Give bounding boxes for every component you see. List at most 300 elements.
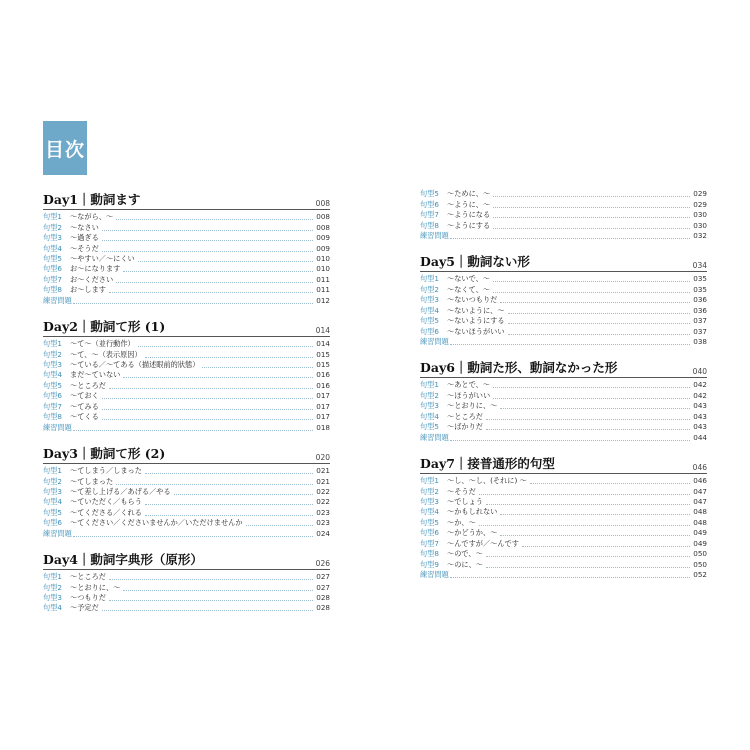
- dot-leader: [493, 202, 690, 208]
- entry-text: ～とおりに、～: [447, 401, 498, 411]
- entry-text: ～とおりに、～: [70, 582, 121, 592]
- entry-label: 練習問題: [420, 337, 449, 347]
- dot-leader: [102, 393, 314, 399]
- dot-leader: [116, 479, 313, 485]
- entry-text: まだ～ていない: [70, 370, 121, 380]
- dot-leader: [109, 595, 313, 601]
- toc-entry[interactable]: [420, 412, 707, 422]
- entry-text: ～ようにする: [447, 220, 491, 230]
- entry-label: 句型3: [420, 401, 439, 411]
- entry-page-number: 017: [316, 401, 330, 411]
- section-page-number: 014: [315, 325, 330, 335]
- toc-section: [43, 551, 330, 614]
- dot-leader: [508, 329, 691, 335]
- entry-page-number: 009: [316, 233, 330, 243]
- entry-page-number: 043: [693, 401, 707, 411]
- entry-label: 練習問題: [420, 570, 449, 580]
- dot-leader: [123, 266, 313, 272]
- section-header[interactable]: [420, 455, 707, 474]
- toc-section: [43, 191, 330, 306]
- entry-page-number: 037: [693, 316, 707, 326]
- dot-leader: [246, 520, 314, 526]
- dot-leader: [123, 585, 313, 591]
- entry-label: 練習問題: [420, 432, 449, 442]
- toc-entry[interactable]: [420, 507, 707, 517]
- toc-entry[interactable]: [420, 326, 707, 336]
- entry-text: ～かどうか、～: [447, 528, 498, 538]
- dot-leader: [109, 574, 313, 580]
- toc-entry[interactable]: [420, 199, 707, 209]
- entry-label: 句型9: [420, 559, 439, 569]
- dot-leader: [145, 499, 313, 505]
- entry-page-number: 043: [693, 411, 707, 421]
- entry-label: 句型7: [43, 274, 62, 284]
- dot-leader: [116, 277, 313, 283]
- dot-leader: [500, 530, 690, 536]
- dot-leader: [493, 382, 690, 388]
- toc-entry[interactable]: [420, 497, 707, 507]
- entry-text: ～ようになる: [447, 210, 491, 220]
- toc-entry[interactable]: [420, 476, 707, 486]
- entry-page-number: 008: [316, 222, 330, 232]
- toc-entry[interactable]: [420, 274, 707, 284]
- entry-page-number: 016: [316, 370, 330, 380]
- entry-text: ～てくる: [70, 412, 99, 422]
- entry-text: お～ください: [70, 274, 114, 284]
- entry-label: 句型5: [43, 507, 62, 517]
- entry-page-number: 027: [316, 572, 330, 582]
- toc-entry[interactable]: [420, 486, 707, 496]
- entry-page-number: 009: [316, 243, 330, 253]
- entry-label: 句型1: [43, 572, 62, 582]
- entry-text: ～そうだ: [70, 243, 99, 253]
- entry-text: ～ところだ: [447, 411, 483, 421]
- entry-label: 句型2: [43, 222, 62, 232]
- entry-label: 句型2: [43, 476, 62, 486]
- dot-leader: [109, 383, 313, 389]
- entry-page-number: 049: [693, 528, 707, 538]
- section-title: Day7｜接普通形的句型: [420, 455, 555, 471]
- entry-label: 練習問題: [420, 230, 449, 240]
- section-page-number: 008: [315, 199, 330, 208]
- toc-entry[interactable]: [43, 508, 330, 518]
- toc-entry[interactable]: [43, 422, 330, 432]
- dot-leader: [145, 352, 314, 358]
- entry-label: 句型4: [43, 497, 62, 507]
- entry-page-number: 024: [316, 528, 330, 538]
- toc-entry[interactable]: [43, 466, 330, 476]
- dot-leader: [450, 572, 690, 578]
- dot-leader: [493, 191, 690, 197]
- entry-page-number: 035: [693, 284, 707, 294]
- entry-text: ～ないつもりだ: [447, 295, 498, 305]
- entry-text: ～てしまう／しまった: [70, 466, 142, 476]
- entry-label: 句型6: [420, 199, 439, 209]
- toc-section: [420, 253, 707, 347]
- entry-page-number: 008: [316, 212, 330, 222]
- entry-text: ～か、～: [447, 517, 476, 527]
- entry-label: 句型4: [420, 507, 439, 517]
- dot-leader: [123, 372, 313, 378]
- entry-text: ～て、～（表示原因）: [70, 349, 142, 359]
- dot-leader: [530, 478, 691, 484]
- dot-leader: [102, 246, 314, 252]
- entry-page-number: 043: [693, 422, 707, 432]
- entry-text: ～ていただく／もらう: [70, 497, 142, 507]
- toc-section-continued: [420, 189, 707, 241]
- entry-label: 練習問題: [43, 528, 72, 538]
- entry-label: 句型5: [43, 253, 62, 263]
- entry-label: 句型4: [43, 603, 62, 613]
- dot-leader: [73, 298, 313, 304]
- entry-text: ～過ぎる: [70, 233, 99, 243]
- entry-text: ～ておく: [70, 391, 99, 401]
- section-page-number: 026: [315, 558, 330, 568]
- toc-section: [43, 445, 330, 539]
- entry-text: ～ないで、～: [447, 274, 490, 284]
- section-page-number: 020: [315, 452, 330, 462]
- entry-text: ～つもりだ: [70, 593, 106, 603]
- entry-page-number: 022: [316, 497, 330, 507]
- entry-page-number: 021: [316, 466, 330, 476]
- entry-text: ～のに、～: [447, 559, 483, 569]
- section-header[interactable]: [43, 445, 330, 464]
- entry-label: 句型2: [420, 486, 439, 496]
- entry-text: ～ながら、～: [70, 212, 114, 222]
- dot-leader: [145, 468, 313, 474]
- entry-page-number: 037: [693, 326, 707, 336]
- section-title: Day6｜動詞た形、動詞なかった形: [420, 360, 618, 376]
- toc-entry[interactable]: [43, 349, 330, 359]
- entry-text: ～なさい: [70, 222, 99, 232]
- entry-text: ～ないほうがいい: [447, 326, 505, 336]
- entry-page-number: 011: [316, 285, 330, 295]
- entry-text: ～あとで、～: [447, 380, 490, 390]
- entry-label: 句型5: [420, 316, 439, 326]
- entry-page-number: 038: [693, 337, 707, 347]
- toc-entry[interactable]: [43, 582, 330, 592]
- dot-leader: [202, 362, 313, 368]
- entry-page-number: 028: [316, 603, 330, 613]
- entry-page-number: 050: [693, 549, 707, 559]
- dot-leader: [486, 551, 690, 557]
- entry-label: 練習問題: [43, 295, 72, 305]
- dot-leader: [479, 489, 691, 495]
- dot-leader: [102, 605, 314, 611]
- entry-label: 句型7: [420, 210, 439, 220]
- entry-page-number: 017: [316, 412, 330, 422]
- entry-label: 句型3: [420, 295, 439, 305]
- entry-page-number: 049: [693, 538, 707, 548]
- toc-entry[interactable]: [420, 528, 707, 538]
- section-title: Day3｜動詞て形 (2): [43, 445, 166, 461]
- entry-label: 句型3: [43, 360, 62, 370]
- entry-text: お～になります: [70, 264, 121, 274]
- toc-entry[interactable]: [420, 422, 707, 432]
- toc-entry[interactable]: [420, 518, 707, 528]
- toc-entry[interactable]: [420, 337, 707, 347]
- section-header[interactable]: [43, 318, 330, 337]
- entry-page-number: 052: [693, 570, 707, 580]
- entry-page-number: 023: [316, 507, 330, 517]
- entry-text: ～ところだ: [70, 572, 106, 582]
- entry-page-number: 010: [316, 253, 330, 263]
- dot-leader: [102, 225, 314, 231]
- entry-text: ～てくださる／くれる: [70, 507, 142, 517]
- entry-text: ～ないように、～: [447, 305, 505, 315]
- entry-label: 句型1: [43, 212, 62, 222]
- dot-leader: [450, 233, 690, 239]
- entry-label: 句型4: [43, 370, 62, 380]
- entry-page-number: 028: [316, 593, 330, 603]
- entry-label: 句型6: [43, 518, 62, 528]
- toc-entry[interactable]: [43, 360, 330, 370]
- dot-leader: [479, 520, 691, 526]
- entry-page-number: 046: [693, 476, 707, 486]
- entry-page-number: 036: [693, 305, 707, 315]
- toc-entry[interactable]: [420, 432, 707, 442]
- dot-leader: [493, 212, 690, 218]
- toc-entry[interactable]: [43, 593, 330, 603]
- toc-entry[interactable]: [43, 603, 330, 613]
- entry-page-number: 047: [693, 486, 707, 496]
- entry-text: ～やすい／～にくい: [70, 253, 135, 263]
- toc-entry[interactable]: [43, 402, 330, 412]
- toc-entry[interactable]: [420, 316, 707, 326]
- dot-leader: [145, 510, 313, 516]
- entry-page-number: 047: [693, 496, 707, 506]
- toc-entry[interactable]: [43, 275, 330, 285]
- entry-text: ～なくて、～: [447, 284, 490, 294]
- dot-leader: [102, 414, 314, 420]
- entry-label: 句型8: [43, 285, 62, 295]
- toc-entry[interactable]: [43, 391, 330, 401]
- entry-text: ～ばかりだ: [447, 422, 483, 432]
- entry-page-number: 023: [316, 518, 330, 528]
- toc-entry[interactable]: [43, 243, 330, 253]
- toc-entry[interactable]: [43, 381, 330, 391]
- entry-page-number: 018: [316, 422, 330, 432]
- toc-entry[interactable]: [420, 401, 707, 411]
- dot-leader: [450, 435, 690, 441]
- entry-label: 句型1: [420, 476, 439, 486]
- entry-text: ～かもしれない: [447, 507, 498, 517]
- toc-left-column: [43, 191, 330, 626]
- dot-leader: [500, 297, 690, 303]
- entry-label: 句型4: [420, 411, 439, 421]
- section-page-number: 046: [692, 462, 707, 472]
- entry-label: 句型4: [420, 305, 439, 315]
- toc-entry[interactable]: [420, 220, 707, 230]
- entry-text: ～し、～し、(それに) ～: [447, 476, 527, 486]
- entry-page-number: 030: [693, 220, 707, 230]
- entry-page-number: 011: [316, 274, 330, 284]
- entry-label: 句型5: [420, 422, 439, 432]
- entry-text: ～ために、～: [447, 189, 491, 199]
- entry-page-number: 021: [316, 476, 330, 486]
- entry-label: 句型5: [420, 517, 439, 527]
- entry-label: 句型1: [420, 274, 439, 284]
- toc-entry[interactable]: [43, 254, 330, 264]
- entry-label: 句型8: [420, 220, 439, 230]
- entry-label: 句型3: [43, 593, 62, 603]
- dot-leader: [486, 499, 690, 505]
- entry-page-number: 042: [693, 390, 707, 400]
- entry-label: 句型6: [43, 391, 62, 401]
- entry-page-number: 015: [316, 349, 330, 359]
- dot-leader: [116, 214, 313, 220]
- entry-label: 句型2: [420, 390, 439, 400]
- entry-page-number: 022: [316, 486, 330, 496]
- toc-entry[interactable]: [420, 210, 707, 220]
- toc-entry[interactable]: [43, 572, 330, 582]
- toc-entry[interactable]: [43, 339, 330, 349]
- entry-page-number: 036: [693, 295, 707, 305]
- toc-entry[interactable]: [420, 380, 707, 390]
- toc-entry[interactable]: [420, 559, 707, 569]
- entry-label: 練習問題: [43, 422, 72, 432]
- toc-entry[interactable]: [43, 233, 330, 243]
- dot-leader: [486, 414, 690, 420]
- entry-page-number: 017: [316, 391, 330, 401]
- entry-page-number: 029: [693, 199, 707, 209]
- entry-page-number: 027: [316, 582, 330, 592]
- entry-text: ～予定だ: [70, 603, 99, 613]
- toc-entry[interactable]: [420, 570, 707, 580]
- entry-page-number: 029: [693, 189, 707, 199]
- dot-leader: [174, 489, 314, 495]
- dot-leader: [493, 393, 690, 399]
- entry-label: 句型3: [420, 496, 439, 506]
- toc-entry[interactable]: [43, 296, 330, 306]
- toc-heading: 目次: [43, 121, 87, 175]
- entry-label: 句型1: [43, 466, 62, 476]
- entry-label: 句型5: [420, 189, 439, 199]
- entry-label: 句型6: [43, 264, 62, 274]
- entry-text: ～ところだ: [70, 380, 106, 390]
- entry-label: 句型1: [43, 339, 62, 349]
- toc-entry[interactable]: [43, 285, 330, 295]
- entry-text: ～んですが／～んです: [447, 538, 519, 548]
- dot-leader: [486, 424, 690, 430]
- dot-leader: [109, 287, 313, 293]
- entry-label: 句型3: [43, 233, 62, 243]
- toc-entry[interactable]: [420, 285, 707, 295]
- toc-entry[interactable]: [420, 189, 707, 199]
- dot-leader: [508, 318, 691, 324]
- entry-page-number: 035: [693, 274, 707, 284]
- section-page-number: 034: [692, 261, 707, 271]
- toc-entry[interactable]: [43, 518, 330, 528]
- entry-page-number: 050: [693, 559, 707, 569]
- entry-page-number: 048: [693, 507, 707, 517]
- toc-entry[interactable]: [420, 231, 707, 241]
- entry-text: ～ている／～てある（描述眼前的狀態）: [70, 360, 200, 370]
- toc-entry[interactable]: [43, 529, 330, 539]
- entry-label: 句型5: [43, 380, 62, 390]
- toc-entry[interactable]: [43, 476, 330, 486]
- entry-page-number: 044: [693, 432, 707, 442]
- section-page-number: 040: [692, 367, 707, 377]
- section-title: Day5｜動詞ない形: [420, 254, 530, 270]
- entry-text: お～します: [70, 285, 106, 295]
- toc-section: [43, 318, 330, 433]
- toc-entry[interactable]: [420, 306, 707, 316]
- section-header[interactable]: [420, 359, 707, 378]
- toc-entry[interactable]: [420, 549, 707, 559]
- toc-entry[interactable]: [43, 212, 330, 222]
- dot-leader: [138, 341, 314, 347]
- entry-page-number: 012: [316, 295, 330, 305]
- dot-leader: [500, 403, 690, 409]
- entry-label: 句型3: [43, 486, 62, 496]
- entry-text: ～ように、～: [447, 199, 491, 209]
- entry-page-number: 015: [316, 360, 330, 370]
- entry-label: 句型6: [420, 326, 439, 336]
- dot-leader: [450, 339, 690, 345]
- section-header[interactable]: [420, 253, 707, 272]
- dot-leader: [493, 287, 690, 293]
- entry-label: 句型2: [420, 284, 439, 294]
- entry-label: 句型1: [420, 380, 439, 390]
- entry-page-number: 010: [316, 264, 330, 274]
- dot-leader: [493, 276, 690, 282]
- toc-entry[interactable]: [43, 264, 330, 274]
- entry-page-number: 016: [316, 380, 330, 390]
- entry-text: ～ないようにする: [447, 316, 505, 326]
- dot-leader: [508, 308, 691, 314]
- toc-entry[interactable]: [43, 370, 330, 380]
- toc-entry[interactable]: [43, 487, 330, 497]
- dot-leader: [73, 531, 313, 537]
- section-title: Day1｜動詞ます: [43, 192, 141, 207]
- dot-leader: [493, 223, 690, 229]
- toc-right-column: [420, 191, 707, 592]
- entry-label: 句型4: [43, 243, 62, 253]
- dot-leader: [500, 509, 690, 515]
- entry-label: 句型7: [420, 538, 439, 548]
- toc-entry[interactable]: [43, 497, 330, 507]
- toc-section: [420, 359, 707, 443]
- toc-entry[interactable]: [43, 412, 330, 422]
- toc-entry[interactable]: [420, 539, 707, 549]
- entry-label: 句型8: [420, 549, 439, 559]
- section-title: Day4｜動詞字典形（原形）: [43, 551, 203, 567]
- entry-text: ～ほうがいい: [447, 390, 491, 400]
- dot-leader: [138, 256, 314, 262]
- entry-text: ～でしょう: [447, 496, 483, 506]
- dot-leader: [522, 541, 690, 547]
- dot-leader: [102, 404, 314, 410]
- toc-entry[interactable]: [420, 391, 707, 401]
- entry-page-number: 048: [693, 517, 707, 527]
- entry-text: ～てください／くださいませんか／いただけませんか: [70, 518, 243, 528]
- entry-text: ～ので、～: [447, 549, 483, 559]
- entry-label: 句型2: [43, 349, 62, 359]
- toc-entry[interactable]: [420, 295, 707, 305]
- entry-text: ～て～（並行動作）: [70, 339, 135, 349]
- section-header[interactable]: [43, 191, 330, 210]
- entry-text: ～て差し上げる／あげる／やる: [70, 486, 171, 496]
- dot-leader: [486, 562, 690, 568]
- toc-section: [420, 455, 707, 580]
- dot-leader: [102, 235, 314, 241]
- entry-text: ～そうだ: [447, 486, 476, 496]
- entry-label: 句型7: [43, 401, 62, 411]
- entry-label: 句型8: [43, 412, 62, 422]
- toc-entry[interactable]: [43, 222, 330, 232]
- section-header[interactable]: [43, 551, 330, 570]
